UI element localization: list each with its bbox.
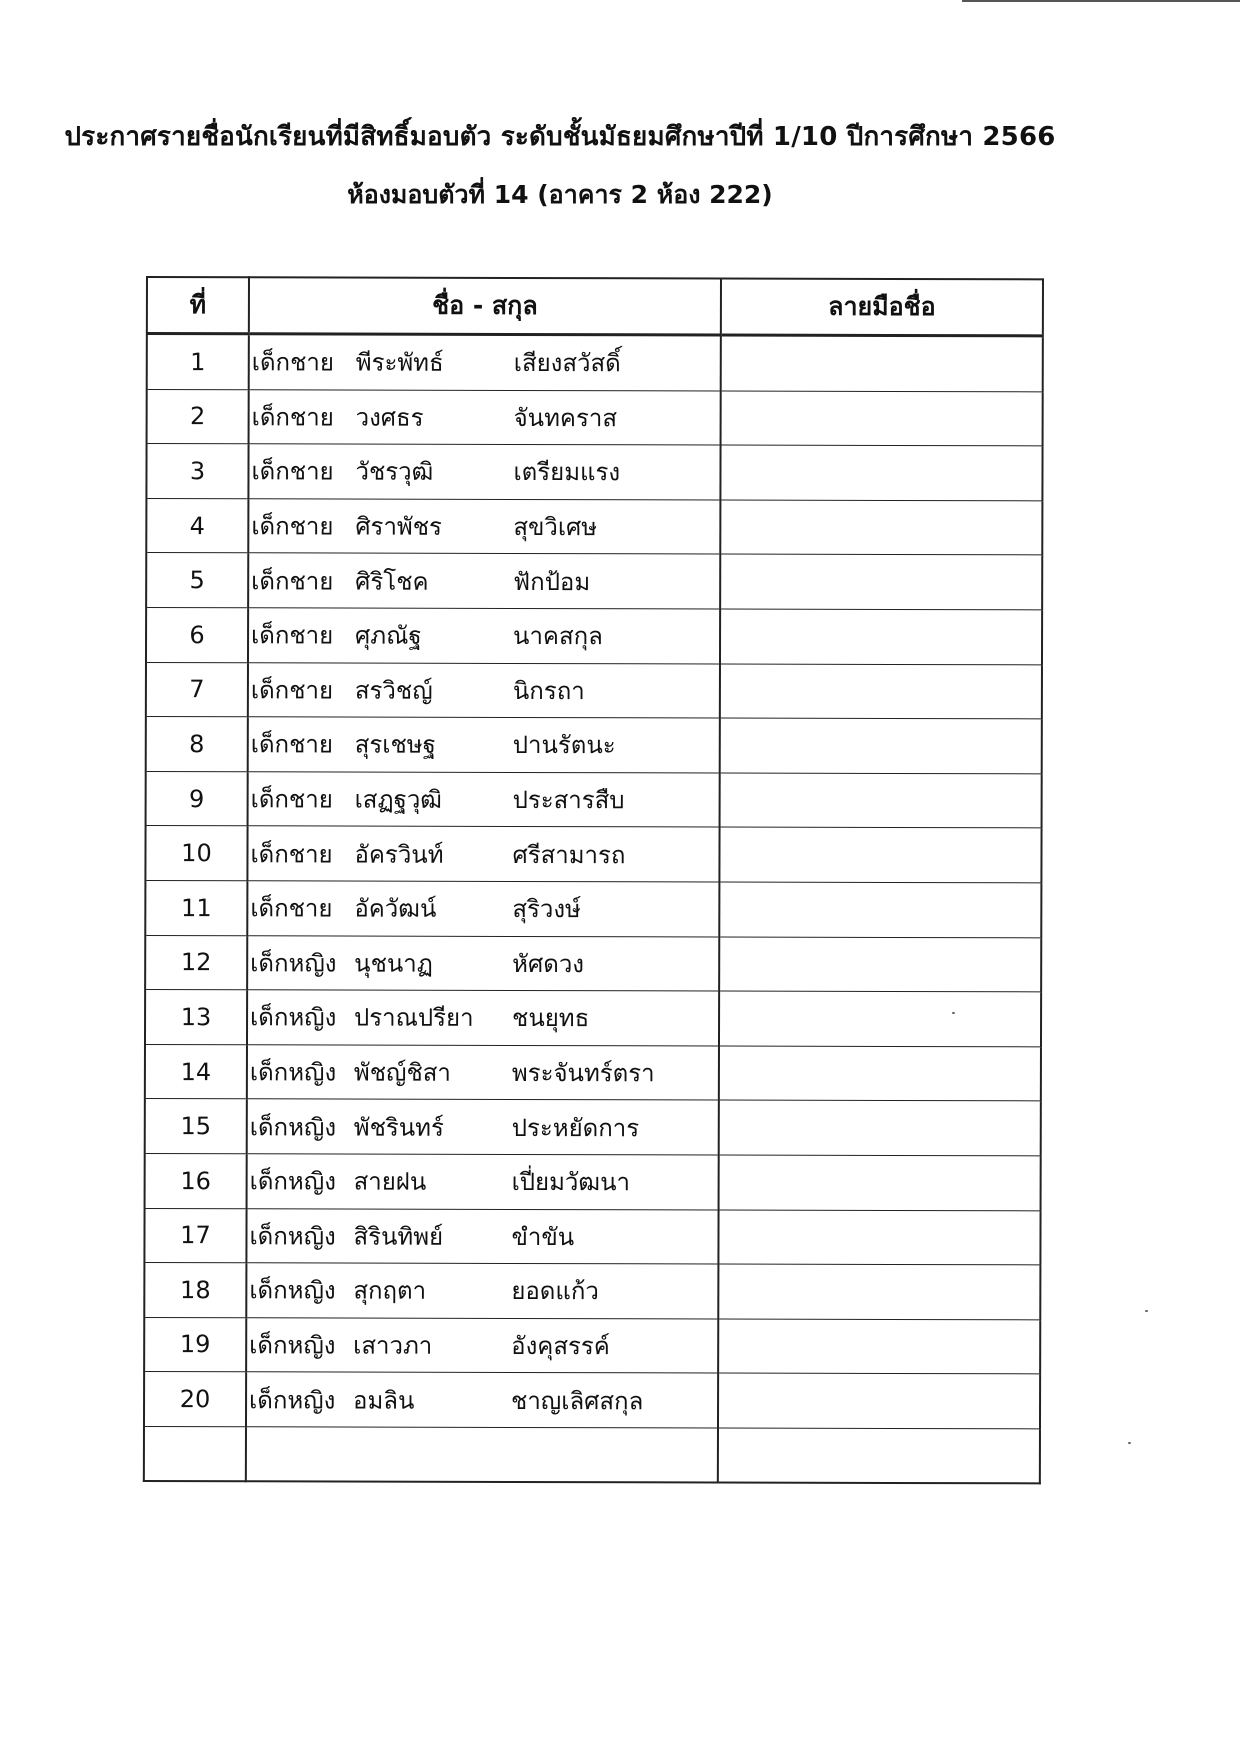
row-number: 11 <box>145 880 247 935</box>
first-name: นุชนาฏ <box>354 949 433 978</box>
signature-cell[interactable] <box>718 1373 1040 1428</box>
signature-cell[interactable] <box>719 827 1041 882</box>
signature-cell[interactable] <box>720 445 1042 500</box>
last-name: เตรียมแรง <box>513 458 621 487</box>
name-prefix: เด็กหญิง <box>249 1385 336 1415</box>
name-prefix: เด็กหญิง <box>250 1003 337 1032</box>
header-full-name: ชื่อ - สกุล <box>249 277 721 335</box>
row-number: 9 <box>146 771 248 826</box>
last-name: ประหยัดการ <box>511 1113 640 1142</box>
last-name: ขำขัน <box>511 1222 575 1251</box>
last-name: สุริวงษ์ <box>512 895 581 924</box>
roster-body <box>144 334 1043 1484</box>
first-name: สายฝน <box>353 1167 427 1196</box>
table-row <box>145 990 1041 1047</box>
table-row <box>146 607 1042 664</box>
row-number: 6 <box>146 607 248 662</box>
first-name: วัชรวุฒิ <box>355 458 434 487</box>
student-name-cell <box>246 1372 718 1428</box>
student-name-cell <box>246 1208 718 1264</box>
name-prefix: เด็กชาย <box>251 457 334 486</box>
last-name: นาคสกุล <box>513 622 603 651</box>
last-name: ประสารสืบ <box>512 786 625 815</box>
row-number: 7 <box>146 662 248 717</box>
signature-cell[interactable] <box>719 991 1041 1046</box>
signature-cell[interactable] <box>721 335 1043 391</box>
row-number: 2 <box>147 389 249 444</box>
row-number: 5 <box>146 553 248 608</box>
table-row <box>144 1426 1040 1483</box>
table-row <box>146 771 1042 828</box>
row-number <box>144 1426 246 1481</box>
name-prefix: เด็กชาย <box>251 512 334 541</box>
first-name: พัชญ์ชิสา <box>353 1058 451 1087</box>
row-number: 18 <box>144 1263 246 1318</box>
student-name-cell <box>247 1044 719 1100</box>
first-name: พีระพัทธ์ <box>355 348 444 378</box>
signature-cell[interactable] <box>719 1100 1041 1155</box>
signature-cell[interactable] <box>718 1428 1040 1484</box>
row-number: 17 <box>144 1208 246 1263</box>
table-row <box>145 935 1041 992</box>
table-row <box>145 1153 1041 1210</box>
table-row <box>144 1372 1040 1429</box>
row-number: 19 <box>144 1317 246 1372</box>
last-name: อังคุสรรค์ <box>511 1331 610 1361</box>
last-name: ชนยุทธ <box>512 1004 590 1033</box>
table-row <box>145 1099 1041 1156</box>
signature-cell[interactable] <box>720 773 1042 828</box>
row-number: 20 <box>144 1372 246 1427</box>
student-name-cell <box>247 1099 719 1155</box>
table-row <box>146 444 1042 501</box>
first-name: อมลิน <box>353 1386 415 1415</box>
last-name: ยอดแก้ว <box>511 1277 599 1306</box>
signature-cell[interactable] <box>719 1155 1041 1210</box>
header-number: ที่ <box>147 277 249 334</box>
signature-cell[interactable] <box>720 554 1042 609</box>
student-name-cell <box>246 1263 718 1319</box>
scan-speck <box>1128 1442 1131 1444</box>
last-name: พระจันทร์ตรา <box>511 1058 655 1088</box>
table-row <box>145 880 1041 937</box>
first-name: ศิราพัชร <box>355 512 442 541</box>
signature-cell[interactable] <box>720 718 1042 773</box>
first-name: อัครวินท์ <box>354 840 444 869</box>
last-name: ปานรัตนะ <box>512 731 616 760</box>
student-name-cell <box>249 389 721 445</box>
name-prefix: เด็กชาย <box>250 785 333 814</box>
last-name: เสียงสวัสดิ์ <box>513 349 621 378</box>
name-prefix: เด็กหญิง <box>249 1167 336 1196</box>
last-name: ชาญเลิศสกุล <box>511 1386 644 1415</box>
name-prefix: เด็กหญิง <box>249 1112 337 1142</box>
first-name: อัควัฒน์ <box>354 894 437 923</box>
scan-speck <box>952 1012 955 1014</box>
name-prefix: เด็กหญิง <box>249 1331 336 1360</box>
table-row <box>146 498 1042 555</box>
table-row <box>146 717 1042 774</box>
name-prefix: เด็กชาย <box>251 621 334 650</box>
last-name: หัศดวง <box>512 949 585 978</box>
name-prefix: เด็กชาย <box>250 839 333 869</box>
table-row <box>144 1263 1040 1320</box>
first-name: ปราณปรียา <box>354 1003 474 1033</box>
row-number: 3 <box>146 444 248 499</box>
student-name-cell <box>247 990 719 1046</box>
name-prefix: เด็กหญิง <box>250 949 337 978</box>
row-number: 4 <box>146 498 248 553</box>
first-name: เสฏฐวุฒิ <box>354 785 443 814</box>
student-name-cell <box>248 499 720 555</box>
row-number: 16 <box>145 1153 247 1208</box>
last-name: สุขวิเศษ <box>513 513 598 542</box>
signature-cell[interactable] <box>718 1319 1040 1374</box>
signature-cell[interactable] <box>718 1210 1040 1265</box>
last-name: ฟักป้อม <box>513 567 591 596</box>
signature-cell[interactable] <box>719 1046 1041 1101</box>
name-prefix: เด็กชาย <box>250 676 334 705</box>
first-name: สรวิชญ์ <box>354 676 433 705</box>
table-row <box>145 826 1041 883</box>
first-name: ศิริโชค <box>355 567 429 596</box>
first-name: สิรินทิพย์ <box>353 1222 444 1251</box>
student-name-cell <box>247 826 719 882</box>
table-row <box>145 1044 1041 1101</box>
row-number: 13 <box>145 990 247 1045</box>
student-name-cell <box>249 334 721 391</box>
signature-cell[interactable] <box>720 664 1042 719</box>
first-name: วงศธร <box>355 403 424 432</box>
student-name-cell <box>248 444 720 500</box>
document-title: ประกาศรายชื่อนักเรียนที่มีสิทธิ์มอบตัว ระดับชั้นมัธยมศึกษาปีที่ 1/10 ปีการศึกษา 2566 <box>64 122 1056 152</box>
first-name: สุกฤตา <box>353 1276 427 1306</box>
document-subtitle: ห้องมอบตัวที่ 14 (อาคาร 2 ห้อง 222) <box>347 180 773 209</box>
name-prefix: เด็กชาย <box>251 403 334 432</box>
scan-speck <box>1145 1310 1148 1312</box>
signature-cell[interactable] <box>719 937 1041 992</box>
student-roster-table <box>143 276 1044 1485</box>
table-row <box>144 1317 1040 1374</box>
name-prefix: เด็กชาย <box>250 730 333 759</box>
student-name-cell <box>246 1317 718 1373</box>
table-header-row <box>147 277 1043 336</box>
student-name-cell <box>248 662 720 718</box>
name-prefix: เด็กหญิง <box>249 1058 337 1087</box>
name-prefix: เด็กชาย <box>251 348 334 377</box>
row-number: 10 <box>145 826 247 881</box>
row-number: 8 <box>146 717 248 772</box>
first-name: เสาวภา <box>353 1331 433 1360</box>
row-number: 14 <box>145 1044 247 1099</box>
last-name: จันทคราส <box>513 403 618 433</box>
signature-cell[interactable] <box>720 609 1042 664</box>
last-name: ศรีสามารถ <box>512 840 626 869</box>
student-name-cell <box>247 881 719 937</box>
student-name-cell <box>247 1154 719 1210</box>
first-name: สุรเชษฐ <box>354 731 436 760</box>
name-prefix: เด็กหญิง <box>249 1276 336 1305</box>
header-signature: ลายมือชื่อ <box>721 279 1043 336</box>
student-name-cell <box>247 935 719 991</box>
name-prefix: เด็กชาย <box>250 894 333 923</box>
table-row <box>147 334 1043 392</box>
last-name: นิกรถา <box>512 676 585 706</box>
student-name-cell <box>248 717 720 773</box>
row-number: 1 <box>147 334 249 390</box>
student-name-cell <box>248 608 720 664</box>
row-number: 12 <box>145 935 247 990</box>
student-name-cell <box>248 772 720 828</box>
signature-cell[interactable] <box>719 882 1041 937</box>
student-name-cell <box>246 1427 718 1483</box>
table-row <box>146 662 1042 719</box>
first-name: พัชรินทร์ <box>353 1113 444 1142</box>
table-row <box>144 1208 1040 1265</box>
name-prefix: เด็กหญิง <box>249 1222 336 1251</box>
name-prefix: เด็กชาย <box>251 566 334 596</box>
last-name: เปี่ยมวัฒนา <box>511 1168 631 1197</box>
top-edge-rule <box>962 0 1240 2</box>
row-number: 15 <box>145 1099 247 1154</box>
student-name-cell <box>248 553 720 609</box>
signature-cell[interactable] <box>720 500 1042 555</box>
table-row <box>146 553 1042 610</box>
first-name: ศุภณัฐ <box>355 621 422 650</box>
table-row <box>147 389 1043 446</box>
signature-cell[interactable] <box>721 391 1043 446</box>
signature-cell[interactable] <box>718 1264 1040 1319</box>
